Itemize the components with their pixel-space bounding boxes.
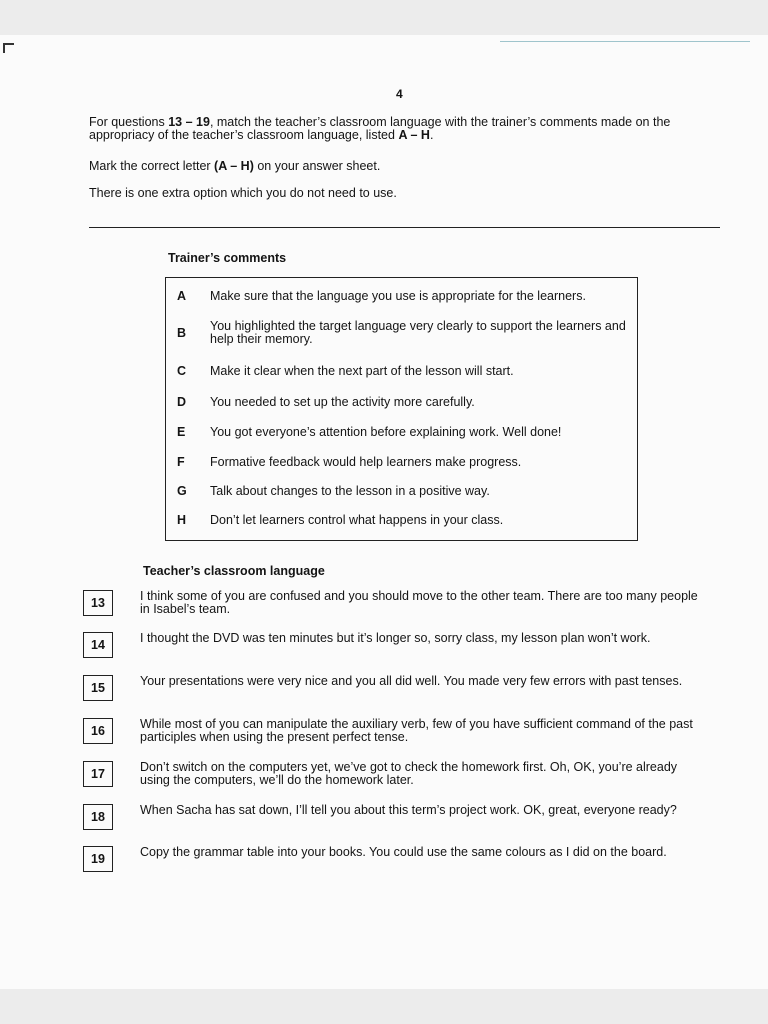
comment-letter: D — [177, 395, 187, 409]
answer-number-box: 18 — [83, 804, 113, 830]
question-row — [0, 590, 768, 620]
instruction-match — [89, 116, 729, 142]
instruction-match-prefix: For questions — [89, 115, 169, 129]
exam-page — [0, 35, 768, 989]
instruction-mark-end: on your answer sheet. — [253, 159, 381, 173]
answer-number-box: 14 — [83, 632, 113, 658]
question-text: When Sacha has sat down, I’ll tell you about this term’s project work. OK, great, everyone ready? — [140, 803, 677, 817]
comment-text: Don’t let learners control what happens in your class. — [210, 513, 504, 527]
answer-number-box: 13 — [83, 590, 113, 616]
section-divider — [89, 227, 720, 228]
instruction-mark — [89, 160, 380, 173]
instruction-match-end: . — [429, 128, 434, 142]
question-range: 13 – 19 — [168, 115, 210, 129]
comment-letter: C — [177, 364, 187, 378]
instruction-match-middle: , match the teacher’s classroom language with the trainer’s comments made on the appropriacy of the teacher’s classroom language, listed — [89, 115, 671, 142]
comment-text: Formative feedback would help learners make progress. — [210, 455, 522, 469]
scan-corner-mark — [3, 43, 14, 53]
comment-letter: E — [177, 425, 186, 439]
answer-number-box: 17 — [83, 761, 113, 787]
question-row — [0, 675, 768, 705]
question-row — [0, 761, 768, 791]
comment-letter: G — [177, 484, 187, 498]
question-row — [0, 632, 768, 662]
instruction-extra-option: There is one extra option which you do not need to use. — [89, 186, 397, 200]
trainer-comments-heading: Trainer’s comments — [168, 251, 287, 265]
comment-text: Make sure that the language you use is appropriate for the learners. — [210, 289, 586, 303]
comment-letter: F — [177, 455, 185, 469]
answer-number-box: 15 — [83, 675, 113, 701]
comment-letter: H — [177, 513, 187, 527]
question-text: Your presentations were very nice and you all did well. You made very few errors with past tenses. — [140, 674, 683, 688]
question-text: I think some of you are confused and you should move to the other team. There are too many people in Isabel’s team. — [140, 589, 698, 616]
answer-number-box: 19 — [83, 846, 113, 872]
question-text: Copy the grammar table into your books. You could use the same colours as I did on the board. — [140, 845, 667, 859]
page-number: 4 — [396, 87, 403, 101]
comment-text: You needed to set up the activity more carefully. — [210, 395, 475, 409]
trainer-comments-box — [165, 277, 638, 541]
option-range: A – H — [398, 128, 430, 142]
comment-text: You highlighted the target language very clearly to support the learners and help their memory. — [210, 319, 626, 346]
teacher-language-heading: Teacher’s classroom language — [143, 564, 325, 578]
scan-edge-line — [500, 41, 750, 42]
question-row — [0, 846, 768, 876]
question-row — [0, 804, 768, 834]
comment-text: Make it clear when the next part of the lesson will start. — [210, 364, 514, 378]
comment-letter: A — [177, 289, 187, 303]
comment-text: You got everyone’s attention before explaining work. Well done! — [210, 425, 562, 439]
question-text: I thought the DVD was ten minutes but it’s longer so, sorry class, my lesson plan won’t work. — [140, 631, 651, 645]
instruction-mark-prefix: Mark the correct letter — [89, 159, 215, 173]
comment-text: Talk about changes to the lesson in a positive way. — [210, 484, 490, 498]
question-text: While most of you can manipulate the auxiliary verb, few of you have sufficient command of the past participles when using the present perfect tense. — [140, 717, 693, 744]
question-text: Don’t switch on the computers yet, we’ve got to check the homework first. Oh, OK, you’re already using the computers, we’ll do the homework later. — [140, 760, 678, 787]
comment-letter: B — [177, 326, 187, 340]
question-row — [0, 718, 768, 748]
instruction-mark-letters: (A – H) — [214, 159, 254, 173]
answer-number-box: 16 — [83, 718, 113, 744]
